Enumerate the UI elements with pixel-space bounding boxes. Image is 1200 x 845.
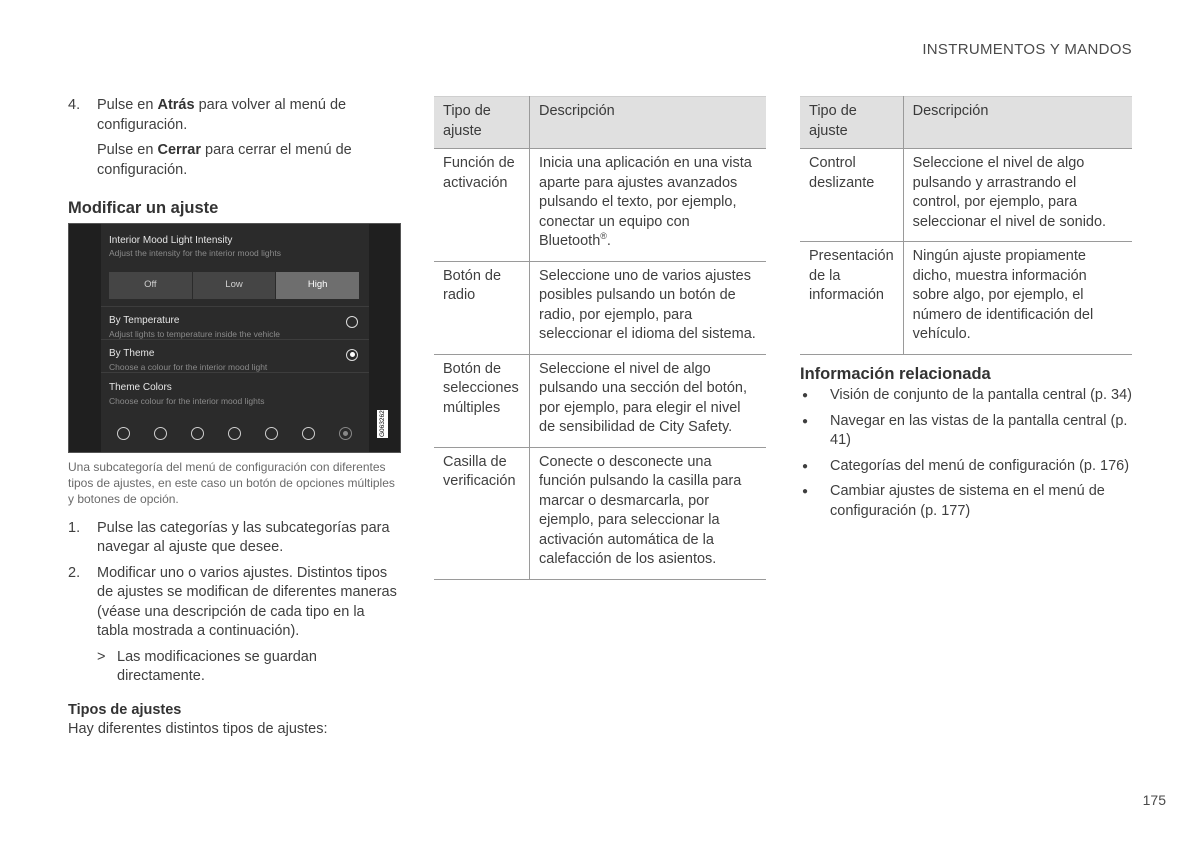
divider [101, 339, 369, 340]
row-by-temperature-sub: Adjust lights to temperature inside the vehicle [109, 328, 281, 339]
table-cell: Ningún ajuste propiamente dicho, muestra información sobre algo, por ejemplo, el número de identificación del vehículo. [903, 242, 1132, 355]
row-theme-colors-sub: Choose colour for the interior mood lights [109, 395, 265, 406]
table-cell [530, 149, 767, 262]
table-header: Tipo de ajuste [434, 97, 530, 149]
swatch-icon [302, 427, 315, 440]
sub-text-post: para cerrar el menú de configuración. [97, 142, 352, 178]
settings-screenshot [68, 223, 401, 453]
image-code: G063262 [377, 410, 388, 438]
table-row [434, 447, 766, 579]
sub-text-pre: Pulse en [97, 142, 158, 158]
step-2 [68, 564, 398, 642]
intensity-segmented-control [109, 272, 359, 299]
swatch-icon [228, 427, 241, 440]
swatch-icon [117, 427, 130, 440]
step-text: Modificar uno o varios ajustes. Distintos tipos de ajustes se modifican de diferentes maneras (véase una descripción de cada tipo en la tabla mostrada a continuación). [97, 564, 397, 639]
divider [101, 306, 369, 307]
step-text-post: para volver al menú de configuración. [97, 97, 347, 133]
step-4-sub [97, 141, 398, 180]
table-cell: Conecte o desconecte una función pulsando la casilla para marcar o desmarcarla, por ejemplo, para seleccionar la activación automática de la calefacción de los asientos. [530, 447, 767, 579]
option-low: Low [193, 272, 277, 299]
intro-text: Hay diferentes distintos tipos de ajustes: [68, 721, 328, 737]
table-row [800, 242, 1132, 355]
step-result [97, 648, 398, 687]
radio-icon [346, 316, 358, 328]
color-swatches [117, 427, 376, 440]
option-off: Off [109, 272, 193, 299]
keyword-cerrar: Cerrar [157, 142, 201, 158]
table-cell: Casilla de verificación [434, 447, 530, 579]
subheading: Tipos de ajustes [68, 701, 182, 718]
registered-mark: ® [600, 231, 607, 242]
table-row [434, 149, 766, 262]
related-link[interactable]: Navegar en las vistas de la pantalla central (p. 41) [830, 412, 1128, 448]
result-text: Las modificaciones se guardan directamente. [117, 648, 317, 684]
screen-title: Interior Mood Light Intensity [109, 234, 233, 246]
table-cell: Función de activación [434, 149, 530, 262]
list-item[interactable] [800, 482, 1132, 521]
table-header-row [434, 97, 766, 149]
row-theme-colors-label: Theme Colors [109, 381, 172, 393]
related-link[interactable]: Visión de conjunto de la pantalla central (p. 34) [830, 387, 1133, 403]
related-link[interactable]: Cambiar ajustes de sistema en el menú de configuración (p. 177) [830, 483, 1105, 519]
step-4 [68, 96, 398, 135]
related-info-heading: Información relacionada [800, 364, 991, 383]
table-row [434, 261, 766, 354]
section-heading: Modificar un ajuste [68, 199, 219, 217]
divider [101, 372, 369, 373]
step-number: 1. [68, 519, 81, 536]
table-cell: Seleccione el nivel de algo pulsando una sección del botón, por ejemplo, para elegir el nivel de sensibilidad de City Safety. [530, 354, 767, 447]
row-by-theme-label: By Theme [109, 347, 155, 359]
step-text: Pulse las categorías y las subcategorías para navegar al ajuste que desee. [97, 519, 390, 555]
table-header: Descripción [530, 97, 767, 149]
keyword-atras: Atrás [157, 97, 195, 113]
table-row [434, 354, 766, 447]
swatch-icon [154, 427, 167, 440]
table-cell: Presentación de la información [800, 242, 903, 355]
settings-types-table-continued [800, 96, 1132, 355]
cell-text: Inicia una aplicación en una vista aparte para ajustes avanzados pulsando el texto, por ejemplo, conectar un equipo con Bluetooth [539, 155, 752, 249]
list-item[interactable] [800, 412, 1132, 451]
swatch-selected-icon [339, 427, 352, 440]
related-link[interactable]: Categorías del menú de configuración (p. 176) [830, 457, 1130, 474]
swatch-icon [191, 427, 204, 440]
screen-title-sub: Adjust the intensity for the interior mood lights [109, 247, 281, 258]
table-header-row [800, 97, 1132, 149]
radio-selected-icon [346, 349, 358, 361]
table-header: Tipo de ajuste [800, 97, 903, 149]
bullet-icon: ● [802, 460, 809, 472]
list-item[interactable] [800, 457, 1132, 477]
bullet-icon: ● [802, 415, 809, 427]
running-header: INSTRUMENTOS Y MANDOS [922, 41, 1132, 58]
step-number: 4. [68, 97, 81, 113]
step-text-pre: Pulse en [97, 97, 158, 113]
swatch-icon [265, 427, 278, 440]
column-left [68, 96, 398, 740]
result-marker: > [97, 648, 106, 665]
bullet-icon: ● [802, 486, 809, 497]
step-1 [68, 519, 398, 558]
column-middle [434, 96, 766, 580]
page-number: 175 [1142, 792, 1166, 808]
list-item[interactable] [800, 386, 1132, 406]
table-cell: Seleccione uno de varios ajustes posibles pulsando un botón de radio, por ejemplo, para seleccionar el idioma del sistema. [530, 261, 767, 354]
column-right [800, 96, 1132, 527]
step-number: 2. [68, 564, 81, 581]
table-row [800, 149, 1132, 242]
settings-types-table [434, 96, 766, 580]
cell-text-end: . [606, 233, 611, 249]
bullet-icon: ● [802, 390, 809, 401]
table-cell: Botón de radio [434, 261, 530, 354]
row-by-temperature-label: By Temperature [109, 314, 180, 326]
step-text [97, 96, 398, 135]
option-high: High [276, 272, 359, 299]
table-cell: Botón de selecciones múltiples [434, 354, 530, 447]
row-by-theme-sub: Choose a colour for the interior mood light [109, 361, 268, 372]
table-header: Descripción [903, 97, 1132, 149]
related-info-list [800, 386, 1132, 521]
table-cell: Control deslizante [800, 149, 903, 242]
table-cell: Seleccione el nivel de algo pulsando y arrastrando el control, por ejemplo, para seleccionar el nivel de sonido. [903, 149, 1132, 242]
figure-caption: Una subcategoría del menú de configuración con diferentes tipos de ajustes, en este caso un botón de opciones múltiples y botones de opción. [68, 459, 395, 506]
